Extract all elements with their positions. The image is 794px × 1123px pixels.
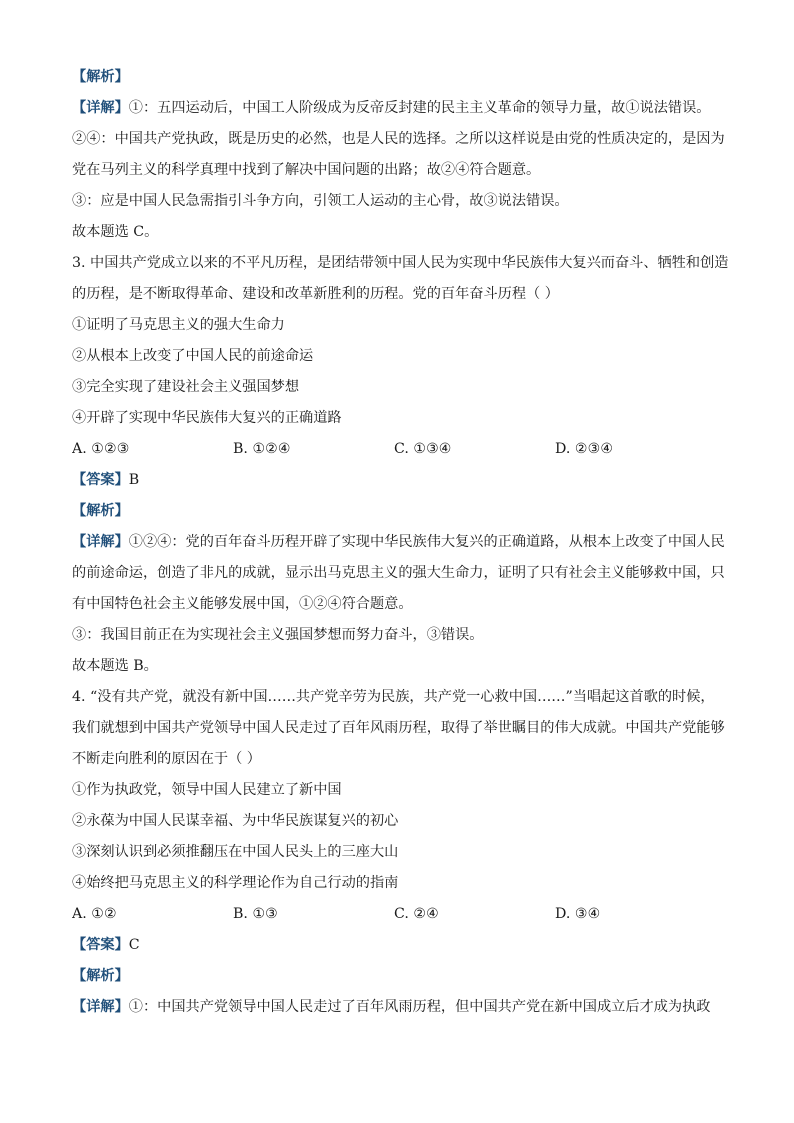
choice-c: C. ②④ xyxy=(394,906,439,922)
question-4-stem-line-2: 我们就想到中国共产党领导中国人民走过了百年风雨历程，取得了举世瞩目的伟大成就。中国共产党能够 xyxy=(72,720,725,736)
answer-value: B xyxy=(128,472,140,488)
analysis-heading xyxy=(72,62,734,93)
question-3-conclusion: 故本题选 B。 xyxy=(72,658,158,674)
question-3-statement-4: ④开辟了实现中华民族伟大复兴的正确道路 xyxy=(72,410,342,426)
choice-a: A. ①② xyxy=(72,906,117,922)
question-3-statement-3: ③完全实现了建设社会主义强国梦想 xyxy=(72,379,300,395)
question-4-answer xyxy=(72,930,734,961)
question-4-statement-4: ④始终把马克思主义的科学理论作为自己行动的指南 xyxy=(72,875,399,891)
analysis-tag: 【解析】 xyxy=(72,503,129,519)
explanation-text: ①：中国共产党领导中国人民走过了百年风雨历程，但中国共产党在新中国成立后才成为执政 xyxy=(128,999,711,1015)
choice-c: C. ①③④ xyxy=(394,441,452,457)
question-3-explanation-line-1 xyxy=(72,527,734,558)
answer-tag: 【答案】 xyxy=(72,937,129,953)
choice-d: D. ②③④ xyxy=(555,441,614,457)
explanation-text: ①：五四运动后，中国工人阶级成为反帝反封建的民主主义革命的领导力量，故①说法错误。 xyxy=(128,100,711,116)
question-3-statement-2: ②从根本上改变了中国人民的前途命运 xyxy=(72,348,314,364)
question-3-explanation-line-2: 的前途命运，创造了非凡的成就，显示出马克思主义的强大生命力，证明了只有社会主义能够救中国，只 xyxy=(72,565,725,581)
question-4-stem-line-1: 4. “没有共产党，就没有新中国……共产党辛劳为民族，共产党一心救中国……”当唱起这首歌的时候， xyxy=(72,689,715,705)
detail-tag: 【详解】 xyxy=(72,100,129,116)
analysis-tag: 【解析】 xyxy=(72,968,129,984)
question-3-answer xyxy=(72,465,734,496)
question-3-explanation-line-3: 有中国特色社会主义能够发展中国，①②④符合题意。 xyxy=(72,596,413,612)
choice-d: D. ③④ xyxy=(555,906,601,922)
question-4-statement-1: ①作为执政党，领导中国人民建立了新中国 xyxy=(72,782,342,798)
question-3-explanation-line-4: ③：我国目前正在为实现社会主义强国梦想而努力奋斗，③错误。 xyxy=(72,627,484,643)
analysis-tag: 【解析】 xyxy=(72,69,129,85)
explanation-line-3: 党在马列主义的科学真理中找到了解决中国问题的出路；故②④符合题意。 xyxy=(72,162,541,178)
answer-tag: 【答案】 xyxy=(72,472,129,488)
question-3-stem-line-2: 的历程，是不断取得革命、建设和改革新胜利的历程。党的百年奋斗历程（ ） xyxy=(72,286,559,302)
detail-tag: 【详解】 xyxy=(72,534,129,550)
detail-tag: 【详解】 xyxy=(72,999,129,1015)
question-3-analysis-heading xyxy=(72,496,734,527)
choice-b: B. ①②④ xyxy=(233,441,291,457)
question-4-explanation-line-1 xyxy=(72,992,734,1023)
question-3-choices xyxy=(72,434,734,465)
choice-b: B. ①③ xyxy=(233,906,278,922)
answer-value: C xyxy=(128,937,140,953)
explanation-text: ①②④：党的百年奋斗历程开辟了实现中华民族伟大复兴的正确道路，从根本上改变了中国人民 xyxy=(128,534,725,550)
question-3-stem-line-1: 3. 中国共产党成立以来的不平凡历程，是团结带领中国人民为实现中华民族伟大复兴而奋斗、牺牲和创造 xyxy=(72,255,729,271)
explanation-line-2: ②④：中国共产党执政，既是历史的必然，也是人民的选择。之所以这样说是由党的性质决定的，是因为 xyxy=(72,131,725,147)
question-3-statement-1: ①证明了马克思主义的强大生命力 xyxy=(72,317,285,333)
choice-a: A. ①②③ xyxy=(72,441,130,457)
explanation-line-1 xyxy=(72,93,734,124)
conclusion-line: 故本题选 C。 xyxy=(72,224,159,240)
question-4-statement-3: ③深刻认识到必须推翻压在中国人民头上的三座大山 xyxy=(72,844,399,860)
question-4-choices xyxy=(72,899,734,930)
question-4-analysis-heading xyxy=(72,961,734,992)
explanation-line-4: ③：应是中国人民急需指引斗争方向，引领工人运动的主心骨，故③说法错误。 xyxy=(72,193,569,209)
question-4-stem-line-3: 不断走向胜利的原因在于（ ） xyxy=(72,751,261,767)
question-4-statement-2: ②永葆为中国人民谋幸福、为中华民族谋复兴的初心 xyxy=(72,813,399,829)
